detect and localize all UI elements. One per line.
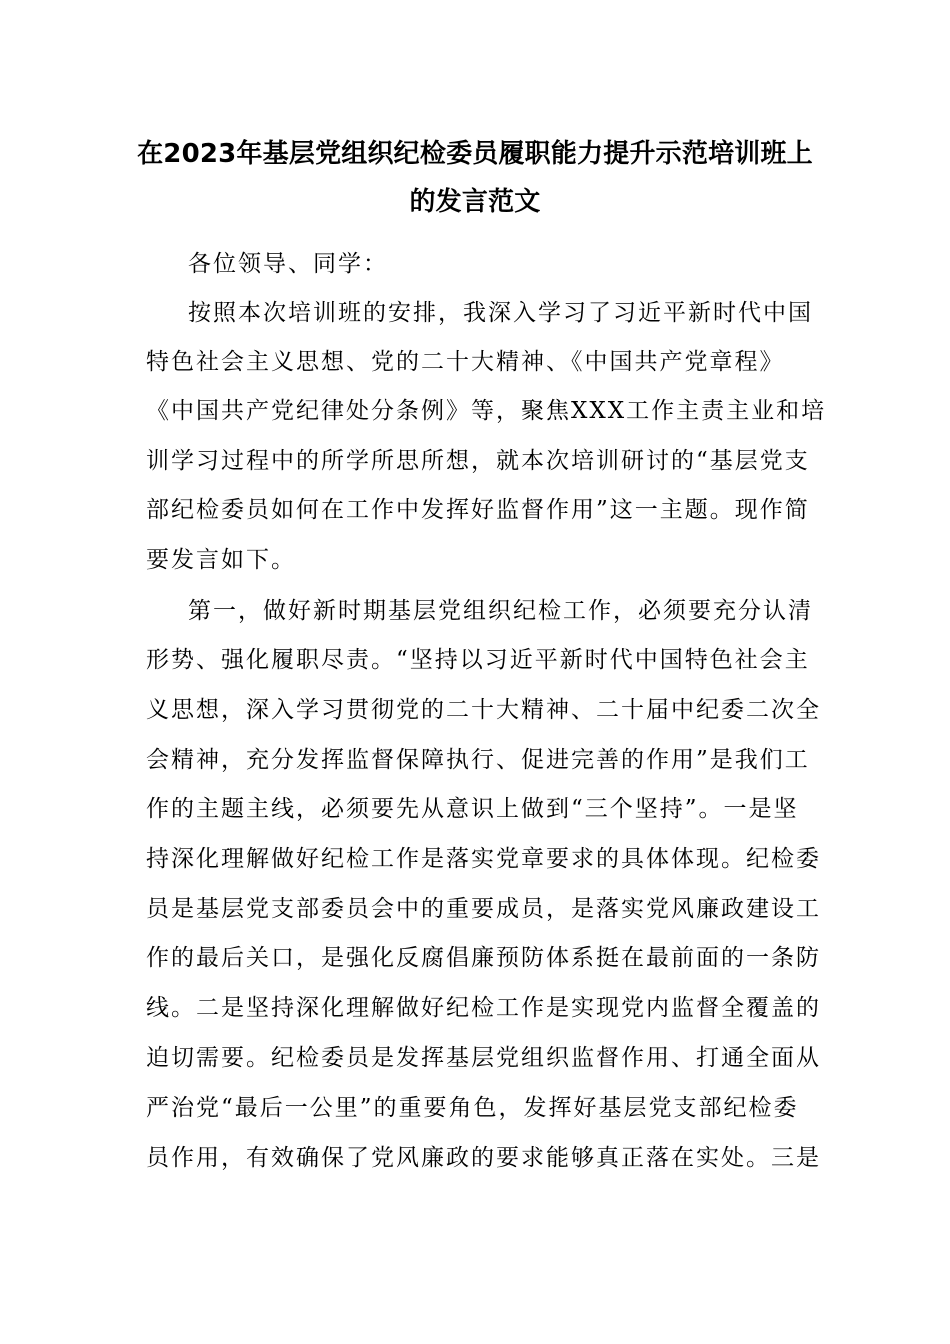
body-line: 训学习过程中的所学所思所想，就本次培训研讨的“基层党支 bbox=[146, 448, 810, 474]
body-line: 员是基层党支部委员会中的重要成员，是落实党风廉政建设工 bbox=[146, 896, 821, 922]
body-line: 《中国共产党纪律处分条例》等，聚焦XXX工作主责主业和培 bbox=[146, 398, 827, 424]
salutation: 各位领导、同学： bbox=[188, 251, 388, 277]
body-line: 特色社会主义思想、党的二十大精神、《中国共产党章程》 bbox=[146, 349, 785, 375]
body-line: 义思想，深入学习贯彻党的二十大精神、二十届中纪委二次全 bbox=[146, 697, 821, 723]
body-line: 迫切需要。纪检委员是发挥基层党组织监督作用、打通全面从 bbox=[146, 1045, 821, 1071]
body-line: 持深化理解做好纪检工作是落实党章要求的具体体现。纪检委 bbox=[146, 846, 821, 872]
body-line: 形势、强化履职尽责。“坚持以习近平新时代中国特色社会主 bbox=[146, 647, 810, 673]
body-line: 按照本次培训班的安排，我深入学习了习近平新时代中国 bbox=[188, 300, 813, 326]
body-line: 员作用，有效确保了党风廉政的要求能够真正落在实处。三是 bbox=[146, 1145, 821, 1171]
body-line: 作的主题主线，必须要先从意识上做到“三个坚持”。一是坚 bbox=[146, 796, 799, 822]
body-line: 作的最后关口，是强化反腐倡廉预防体系挺在最前面的一条防 bbox=[146, 945, 821, 971]
body-line: 线。二是坚持深化理解做好纪检工作是实现党内监督全覆盖的 bbox=[146, 995, 821, 1021]
body-line: 严治党“最后一公里”的重要角色，发挥好基层党支部纪检委 bbox=[146, 1095, 799, 1121]
body-line: 第一，做好新时期基层党组织纪检工作，必须要充分认清 bbox=[188, 598, 813, 624]
body-line: 要发言如下。 bbox=[146, 547, 296, 573]
document-title-line-1: 在2023年基层党组织纪检委员履职能力提升示范培训班上 bbox=[137, 139, 813, 169]
document-title-line-2: 的发言范文 bbox=[409, 187, 541, 217]
body-line: 部纪检委员如何在工作中发挥好监督作用”这一主题。现作简 bbox=[146, 497, 810, 523]
body-line: 会精神，充分发挥监督保障执行、促进完善的作用”是我们工 bbox=[146, 747, 810, 773]
